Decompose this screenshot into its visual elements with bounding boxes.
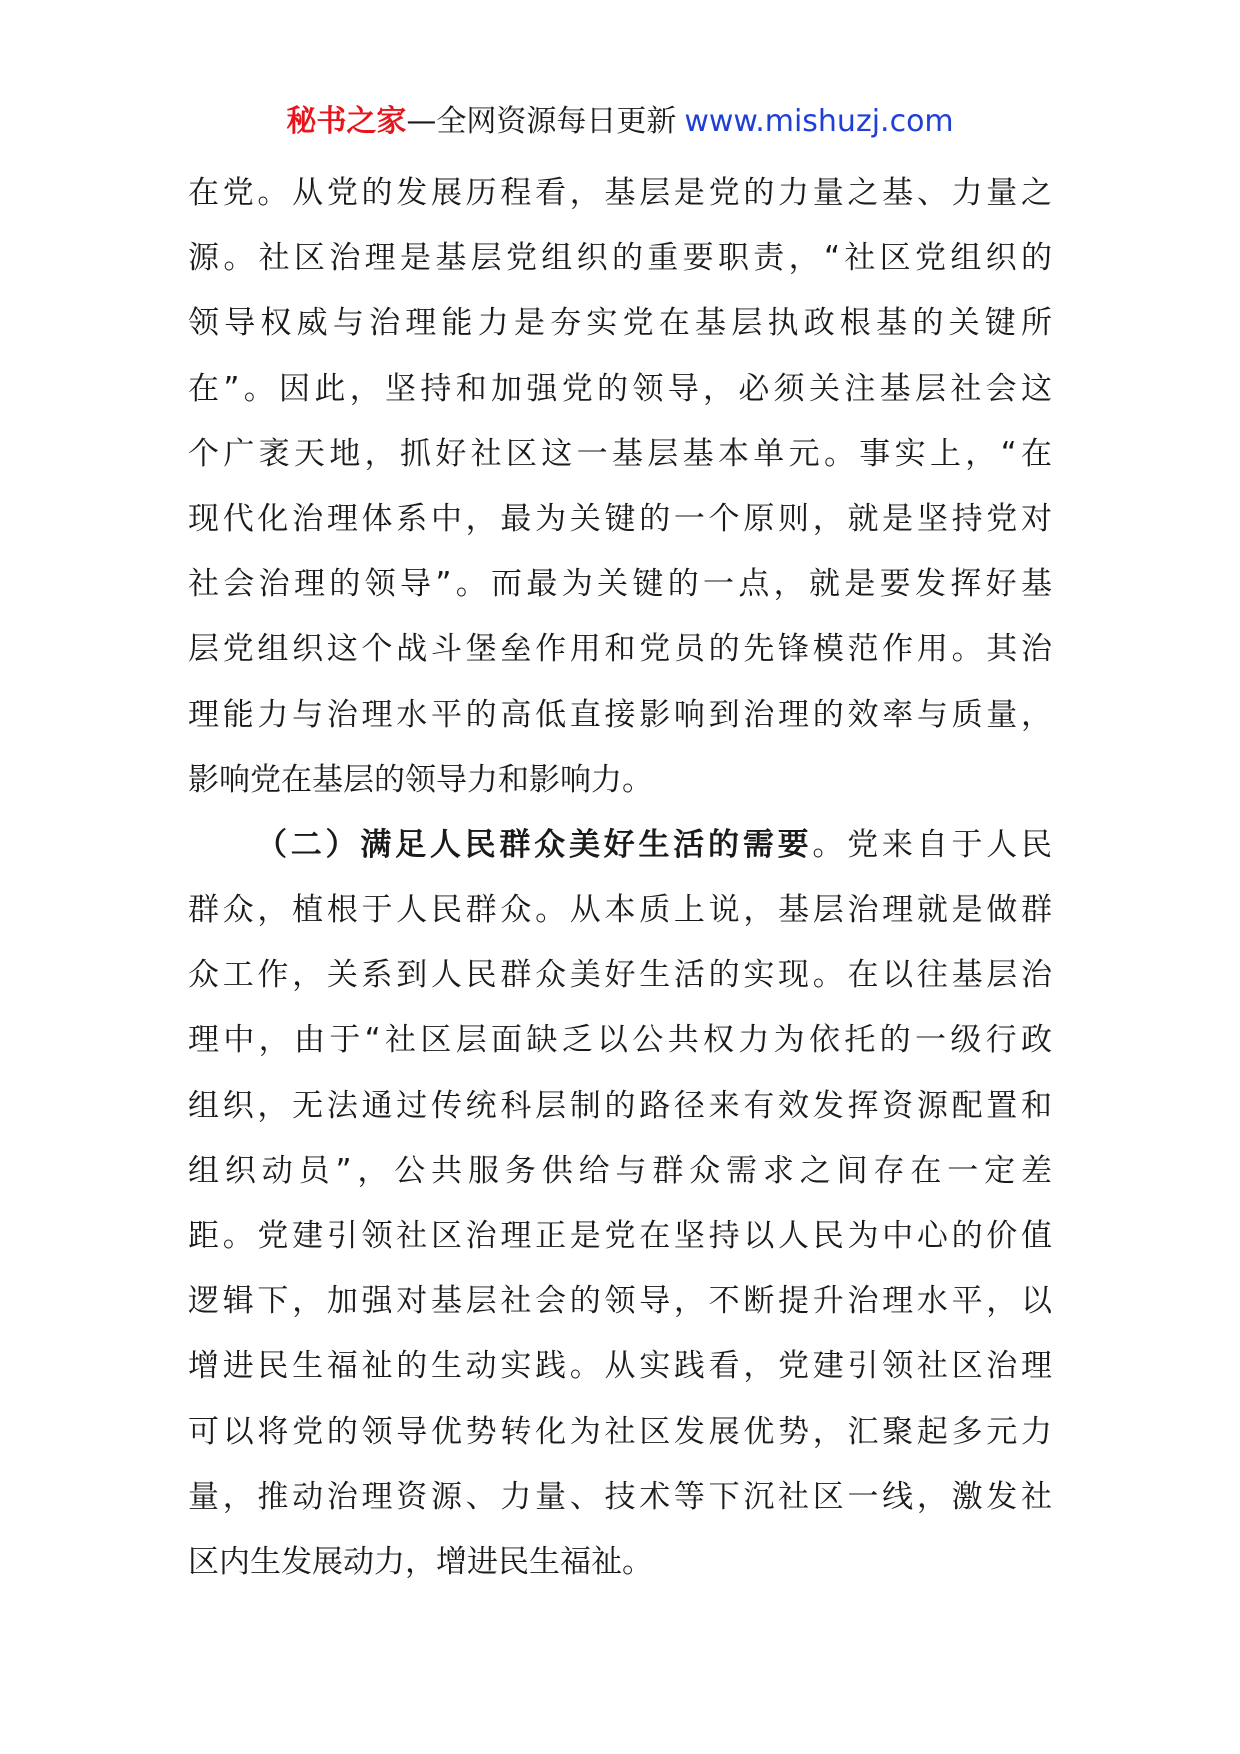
body-line: 理中，由于“社区层面缺乏以公共权力为依托的一级行政 — [188, 1022, 1052, 1059]
body-line: 在党。从党的发展历程看，基层是党的力量之基、力量之 — [188, 175, 1052, 211]
site-url-link[interactable]: www.mishuzj.com — [684, 104, 954, 139]
body-line: 个广袤天地，抓好社区这一基层基本单元。事实上，“在 — [188, 435, 1052, 472]
body-line: 理能力与治理水平的高低直接影响到治理的效率与质量， — [188, 696, 1052, 733]
body-line: 组织，无法通过传统科层制的路径来有效发挥资源配置和 — [188, 1087, 1052, 1124]
section-2-heading: （二）满足人民群众美好生活的需要 — [256, 826, 813, 863]
body-line: 组织动员”，公共服务供给与群众需求之间存在一定差 — [188, 1152, 1052, 1189]
document-body — [188, 161, 1052, 1595]
body-line: 可以将党的领导优势转化为社区发展优势，汇聚起多元力 — [188, 1413, 1052, 1450]
body-line: 在”。因此，坚持和加强党的领导，必须关注基层社会这 — [188, 370, 1052, 407]
section-2-first-line — [188, 813, 1052, 878]
body-line: 层党组织这个战斗堡垒作用和党员的先锋模范作用。其治 — [188, 631, 1052, 668]
body-line: 增进民生福祉的生动实践。从实践看，党建引领社区治理 — [188, 1348, 1052, 1385]
body-line: 源。社区治理是基层党组织的重要职责，“社区党组织的 — [188, 240, 1052, 277]
brand-name: 秘书之家 — [286, 104, 407, 139]
body-line: 众工作，关系到人民群众美好生活的实现。在以往基层治 — [188, 957, 1052, 994]
body-line: 距。党建引领社区治理正是党在坚持以人民为中心的价值 — [188, 1218, 1052, 1254]
body-line: 社会治理的领导”。而最为关键的一点，就是要发挥好基 — [188, 566, 1052, 603]
section-2-text: 。党来自于人民 — [812, 826, 1053, 863]
site-header — [0, 100, 1240, 144]
header-slogan: —全网资源每日更新 — [406, 104, 677, 139]
body-line: 影响党在基层的领导力和影响力。 — [188, 761, 653, 798]
body-line: 群众，植根于人民群众。从本质上说，基层治理就是做群 — [188, 892, 1052, 929]
body-line: 现代化治理体系中，最为关键的一个原则，就是坚持党对 — [188, 500, 1052, 537]
body-line: 领导权威与治理能力是夯实党在基层执政根基的关键所 — [188, 305, 1052, 342]
body-line: 逻辑下，加强对基层社会的领导，不断提升治理水平，以 — [188, 1283, 1052, 1320]
body-line: 区内生发展动力，增进民生福祉。 — [188, 1543, 653, 1580]
body-line: 量，推动治理资源、力量、技术等下沉社区一线，激发社 — [188, 1478, 1052, 1515]
